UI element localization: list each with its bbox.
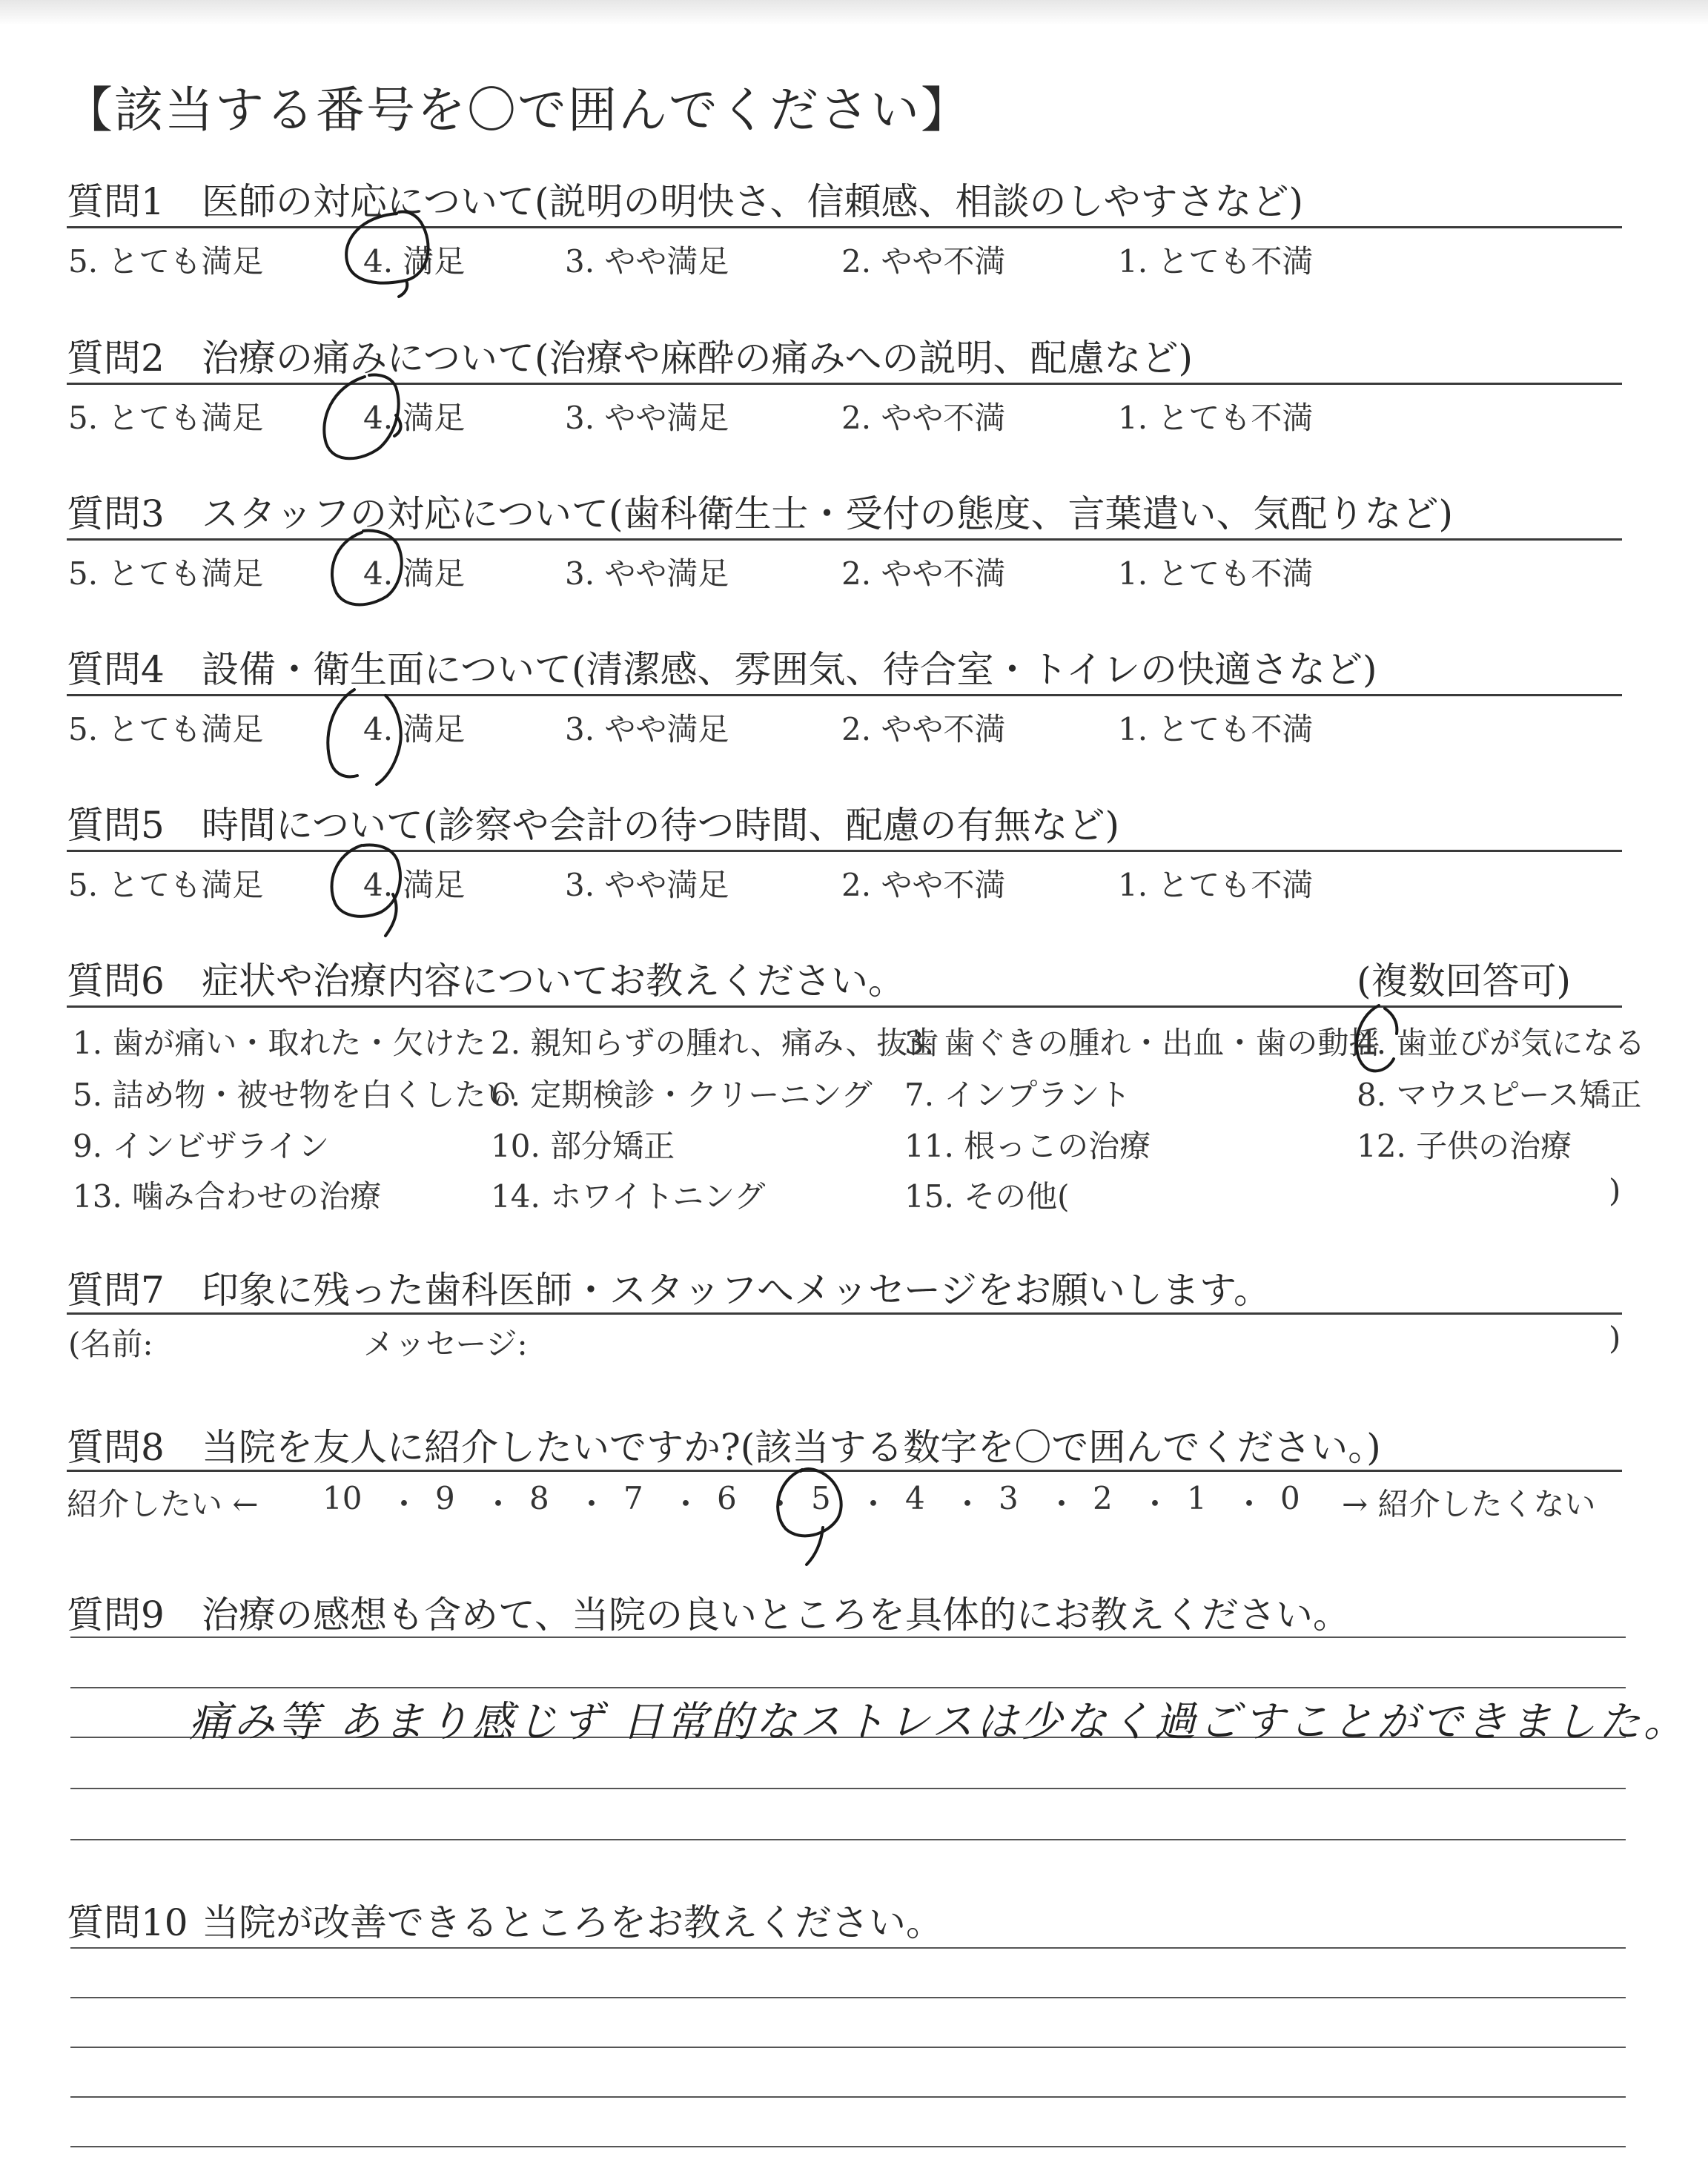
question-8-text: 当院を友人に紹介したいですか?(該当する数字を〇で囲んでください。) (202, 1426, 1381, 1469)
question-9-text: 治療の感想も含めて、当院の良いところを具体的にお教えください。 (202, 1593, 1350, 1636)
question-4-text: 設備・衛生面について(清潔感、雰囲気、待合室・トイレの快適さなど) (202, 648, 1377, 691)
score-0[interactable]: 0 (1280, 1480, 1300, 1516)
option-1[interactable]: 1. とても不満 (1118, 555, 1314, 592)
option-2[interactable]: 2. やや不満 (841, 711, 1006, 747)
option-5[interactable]: 5. とても満足 (68, 243, 264, 280)
separator-dot: ・ (483, 1486, 514, 1522)
selection-circle (346, 212, 428, 297)
option-1[interactable]: 1. とても不満 (1118, 243, 1314, 280)
selection-circle (324, 375, 400, 459)
symptom-option[interactable]: 6. 定期検診・クリーニング (491, 1077, 873, 1113)
option-2[interactable]: 2. やや不満 (841, 243, 1006, 280)
name-label: (名前: (68, 1326, 153, 1362)
recommend-right-label: → 紹介したくない (1342, 1486, 1596, 1522)
question-3-label: 質問3 (67, 492, 165, 535)
option-5[interactable]: 5. とても満足 (68, 555, 264, 592)
symptom-option[interactable]: 9. インビザライン (73, 1128, 330, 1164)
question-5-text: 時間について(診察や会計の待つ時間、配慮の有無など) (202, 804, 1120, 847)
option-3[interactable]: 3. やや満足 (565, 555, 729, 592)
separator-dot: ・ (388, 1486, 420, 1522)
selection-circle (332, 531, 402, 605)
symptom-option[interactable]: 2. 親知らずの腫れ、痛み、抜歯 (491, 1025, 939, 1061)
question-8-label: 質問8 (67, 1426, 165, 1469)
score-2[interactable]: 2 (1093, 1480, 1113, 1516)
symptom-option[interactable]: 14. ホワイトニング (491, 1178, 766, 1215)
option-2[interactable]: 2. やや不満 (841, 400, 1006, 436)
symptom-option[interactable]: 13. 噛み合わせの治療 (73, 1178, 382, 1215)
recommend-left-label: 紹介したい ← (67, 1486, 259, 1522)
symptom-option[interactable]: 3. 歯ぐきの腫れ・出血・歯の動揺 (904, 1025, 1380, 1061)
question-10-text: 当院が改善できるところをお教えください。 (202, 1901, 943, 1944)
symptom-option[interactable]: 1. 歯が痛い・取れた・欠けた (73, 1025, 486, 1061)
separator-dot: ・ (764, 1486, 796, 1522)
separator-dot: ・ (1046, 1486, 1078, 1522)
question-2-label: 質問2 (67, 337, 165, 380)
page-header: 【該当する番号を〇で囲んでください】 (64, 82, 971, 139)
question-4-label: 質問4 (67, 648, 165, 691)
score-6[interactable]: 6 (717, 1480, 737, 1516)
option-5[interactable]: 5. とても満足 (68, 711, 264, 747)
question-6-label: 質問6 (67, 960, 165, 1003)
multiple-answers-note: (複数回答可) (1357, 960, 1572, 1003)
other-close-paren: ) (1609, 1172, 1621, 1209)
question-1-label: 質問1 (67, 180, 165, 223)
symptom-option[interactable]: 8. マウスピース矯正 (1357, 1077, 1642, 1113)
selection-circle (332, 845, 400, 936)
question-3-text: スタッフの対応について(歯科衛生士・受付の態度、言葉遣い、気配りなど) (202, 492, 1454, 535)
option-4[interactable]: 4. 満足 (363, 400, 466, 436)
symptom-option[interactable]: 7. インプラント (904, 1077, 1131, 1113)
separator-dot: ・ (1139, 1486, 1171, 1522)
handwritten-answer[interactable]: 痛み等 あまり感じず 日常的なストレスは少なく過ごすことができました。 (189, 1698, 1688, 1746)
option-4[interactable]: 4. 満足 (363, 243, 466, 280)
separator-dot: ・ (670, 1486, 702, 1522)
message-label: メッセージ: (363, 1326, 528, 1362)
option-4[interactable]: 4. 満足 (363, 711, 466, 747)
separator-dot: ・ (576, 1486, 608, 1522)
score-10[interactable]: 10 (322, 1480, 363, 1516)
question-7-text: 印象に残った歯科医師・スタッフへメッセージをお願いします。 (202, 1269, 1271, 1312)
separator-dot: ・ (858, 1486, 890, 1522)
selection-circle (778, 1469, 841, 1565)
option-3[interactable]: 3. やや満足 (565, 400, 729, 436)
score-4[interactable]: 4 (905, 1480, 925, 1516)
option-4[interactable]: 4. 満足 (363, 867, 466, 903)
option-1[interactable]: 1. とても不満 (1118, 867, 1314, 903)
symptom-option[interactable]: 4. 歯並びが気になる (1357, 1025, 1646, 1061)
option-5[interactable]: 5. とても満足 (68, 400, 264, 436)
option-3[interactable]: 3. やや満足 (565, 867, 729, 903)
separator-dot: ・ (952, 1486, 984, 1522)
selection-circle (1357, 1005, 1397, 1071)
option-5[interactable]: 5. とても満足 (68, 867, 264, 903)
question-2-text: 治療の痛みについて(治療や麻酔の痛みへの説明、配慮など) (202, 337, 1194, 380)
option-2[interactable]: 2. やや不満 (841, 867, 1006, 903)
message-close-paren: ) (1609, 1320, 1621, 1356)
score-9[interactable]: 9 (435, 1480, 455, 1516)
question-10-label: 質問10 (67, 1901, 188, 1944)
symptom-option[interactable]: 12. 子供の治療 (1357, 1128, 1572, 1164)
question-5-label: 質問5 (67, 804, 165, 847)
symptom-option[interactable]: 5. 詰め物・被せ物を白くしたい (73, 1077, 517, 1113)
question-1-text: 医師の対応について(説明の明快さ、信頼感、相談のしやすさなど) (202, 180, 1304, 223)
score-1[interactable]: 1 (1187, 1480, 1207, 1516)
option-2[interactable]: 2. やや不満 (841, 555, 1006, 592)
symptom-option-other[interactable]: 15. その他( (904, 1178, 1070, 1215)
option-1[interactable]: 1. とても不満 (1118, 711, 1314, 747)
score-3[interactable]: 3 (999, 1480, 1019, 1516)
symptom-option[interactable]: 10. 部分矯正 (491, 1128, 675, 1164)
score-7[interactable]: 7 (623, 1480, 643, 1516)
separator-dot: ・ (1234, 1486, 1265, 1522)
selection-circle (328, 690, 400, 785)
option-4[interactable]: 4. 満足 (363, 555, 466, 592)
score-5[interactable]: 5 (811, 1480, 831, 1516)
question-6-text: 症状や治療内容についてお教えください。 (202, 960, 905, 1003)
symptom-option[interactable]: 11. 根っこの治療 (904, 1128, 1151, 1164)
question-9-label: 質問9 (67, 1593, 165, 1636)
score-8[interactable]: 8 (529, 1480, 549, 1516)
option-1[interactable]: 1. とても不満 (1118, 400, 1314, 436)
question-7-label: 質問7 (67, 1269, 165, 1312)
option-3[interactable]: 3. やや満足 (565, 243, 729, 280)
option-3[interactable]: 3. やや満足 (565, 711, 729, 747)
